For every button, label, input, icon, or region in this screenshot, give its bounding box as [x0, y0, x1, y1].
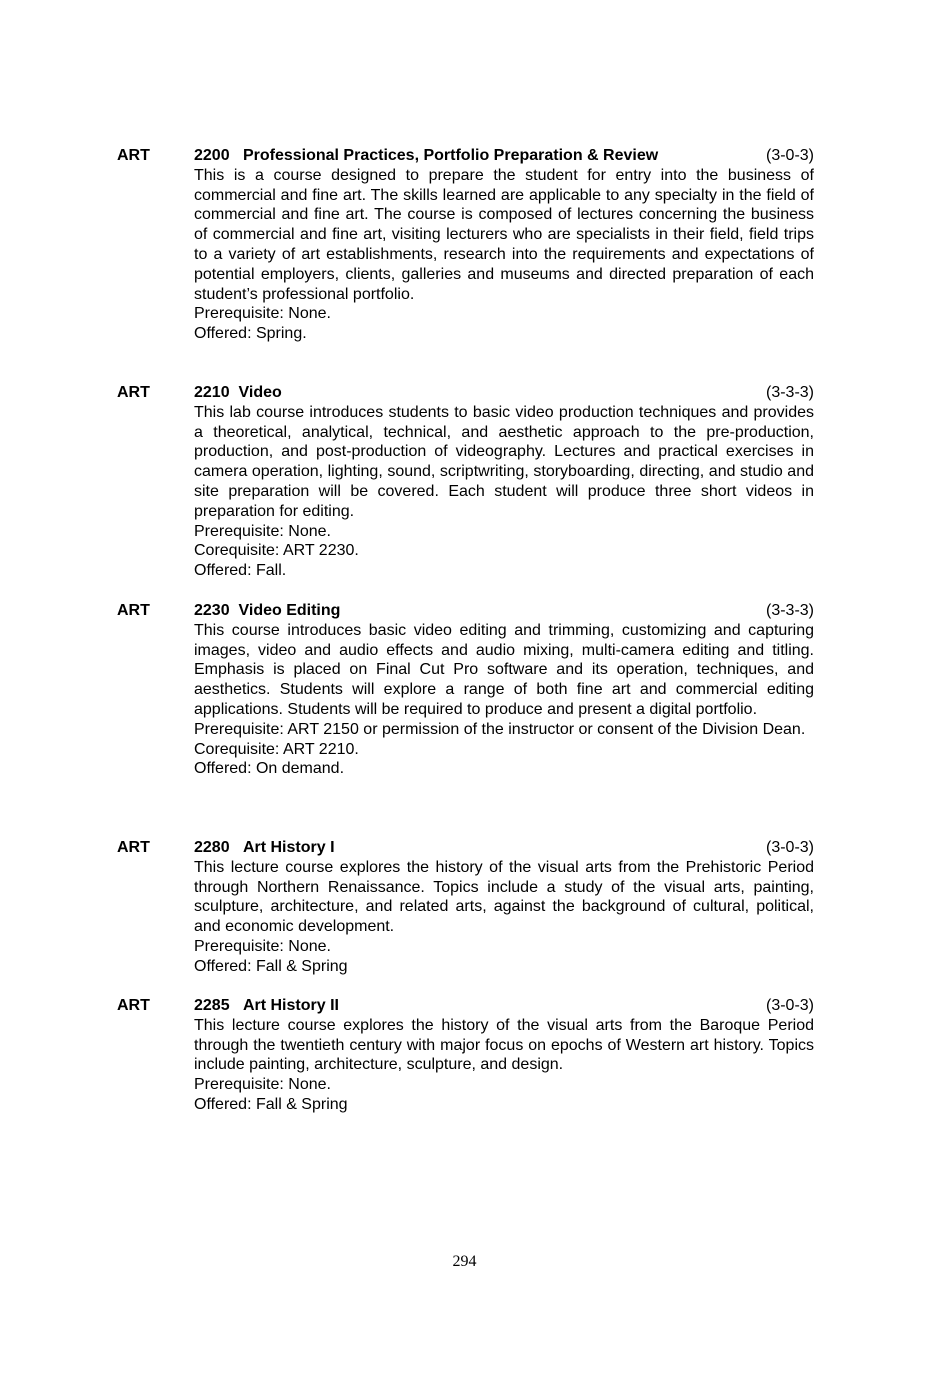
course-body: [194, 838, 814, 977]
course-title: Art History II: [242, 997, 339, 1014]
course-dept: ART: [117, 839, 150, 856]
course-number: 2210: [194, 384, 230, 401]
course-credits: (3-0-3): [765, 839, 814, 856]
course-corequisite: Corequisite: ART 2210.: [194, 740, 359, 758]
course-offered: Offered: Spring.: [194, 325, 307, 343]
course-offered: Offered: Fall & Spring: [194, 1095, 348, 1113]
course-dept: ART: [117, 147, 150, 164]
course-credits: (3-0-3): [765, 147, 814, 164]
course-dept: ART: [117, 602, 150, 619]
course-title: Video: [238, 384, 282, 401]
course-description: This lab course introduces students to basic video production techniques and provides a theoretical, analytical, technical, and aesthetic approach to the pre-production, production, and post-production of videography. Lectures and practical exercises in camera operation, lighting, sound, scriptwriting, storyboarding, directing, and studio and site preparation will be covered. Each student will produce three short videos in preparation for editing.: [194, 403, 814, 520]
course-body: [194, 601, 814, 779]
course-description: This is a course designed to prepare the student for entry into the business of commercial and fine art. The skills learned are applicable to any specialty in the field of commercial and fine art. The course is composed of lectures concerning the business of commercial and fine art, visiting lecturers who are specialists in their field, field trips to a variety of art establishments, research into the requirements and expectations of potential employers, clients, galleries and museums and directed preparation of each student’s professional portfolio.: [194, 166, 814, 303]
course-credits: (3-0-3): [765, 997, 814, 1014]
course-heading: [194, 996, 814, 1016]
course-heading: [194, 146, 814, 166]
course-title: Professional Practices, Portfolio Preparation & Review: [242, 147, 659, 164]
course-number: 2230: [194, 602, 230, 619]
course-number: 2285: [194, 997, 230, 1014]
course-offered: Offered: Fall.: [194, 562, 287, 580]
course-number: 2280: [194, 839, 230, 856]
course-description: This lecture course explores the history of the visual arts from the Prehistoric Period through Northern Renaissance. Topics include a study of the visual arts, painting, sculpture, architecture, and related arts, against the background of cultural, political, and economic development.: [194, 858, 814, 936]
course-prerequisite: Prerequisite: None.: [194, 305, 331, 323]
course-heading: [194, 383, 814, 403]
course-dept: ART: [117, 997, 150, 1014]
course-description: This course introduces basic video editing and trimming, customizing and capturing images, video and audio effects and audio mixing, multi-camera editing and titling. Emphasis is placed on Final Cut Pro software and its operation, techniques, and aesthetics. Students will explore a range of both fine art and commercial editing applications. Students will be required to produce and present a digital portfolio.: [194, 621, 814, 718]
course-offered: Offered: Fall & Spring: [194, 957, 348, 975]
course-prerequisite: Prerequisite: None.: [194, 937, 331, 955]
course-credits: (3-3-3): [765, 602, 814, 619]
course-credits: (3-3-3): [765, 384, 814, 401]
course-offered: Offered: On demand.: [194, 760, 345, 778]
course-description: This lecture course explores the history of the visual arts from the Baroque Period through the twentieth century with major focus on epochs of Western art history. Topics include painting, architecture, sculpture, and design.: [194, 1016, 814, 1074]
course-title: Video Editing: [238, 602, 341, 619]
course-prerequisite: Prerequisite: None.: [194, 522, 331, 540]
course-prerequisite: Prerequisite: None.: [194, 1076, 331, 1094]
course-body: [194, 996, 814, 1115]
course-number: 2200: [194, 147, 230, 164]
course-body: [194, 146, 814, 344]
course-title: Art History I: [242, 839, 335, 856]
course-body: [194, 383, 814, 581]
course-dept: ART: [117, 384, 150, 401]
page-number: 294: [452, 1253, 477, 1270]
course-heading: [194, 838, 814, 858]
course-prerequisite: Prerequisite: ART 2150 or permission of the instructor or consent of the Division Dean.: [194, 720, 806, 738]
course-heading: [194, 601, 814, 621]
course-corequisite: Corequisite: ART 2230.: [194, 542, 359, 560]
